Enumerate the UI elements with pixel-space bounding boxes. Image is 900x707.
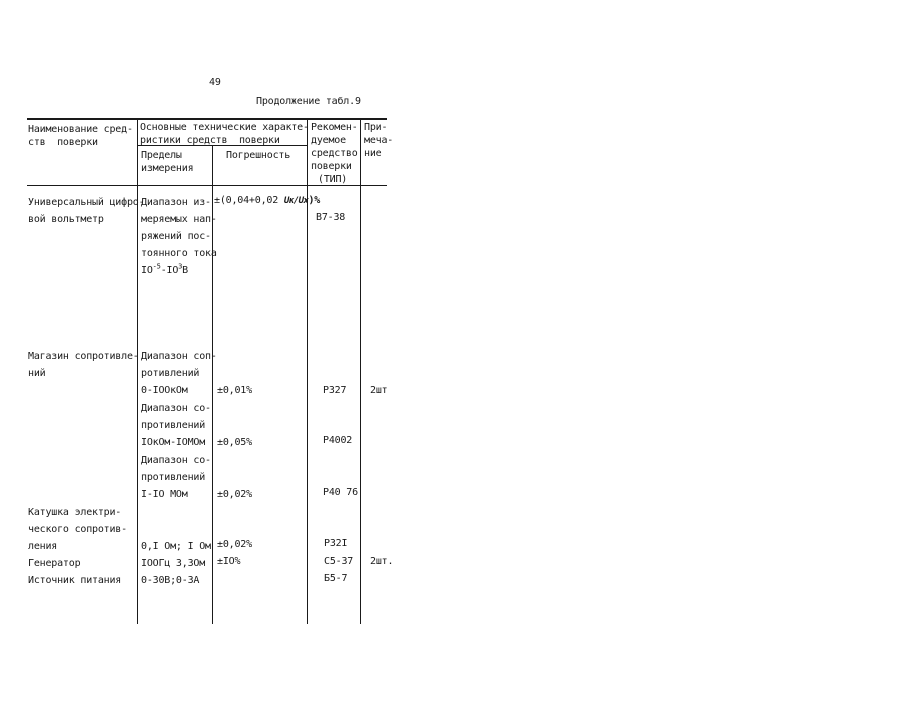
coil-type: Р32I: [324, 538, 348, 549]
header-note-2: меча-: [364, 135, 394, 146]
generator-type: С5-37: [324, 556, 354, 567]
header-name-1: Наименование сред-: [28, 124, 133, 135]
store-r2-range-2: противлений: [141, 420, 206, 431]
voltmeter-range-2: меряемых нап-: [141, 214, 217, 225]
header-note-1: При-: [364, 122, 388, 133]
store-r3-error: ±0,02%: [217, 489, 252, 500]
store-r1-type: Р327: [323, 385, 347, 396]
range-mid: -IO: [160, 265, 179, 276]
header-note-3: ние: [364, 148, 382, 159]
store-r2-range-3: IOкОм-IOМОм: [141, 437, 206, 448]
store-r1-range-1: Диапазон соп-: [141, 351, 217, 362]
coil-name-3: ления: [28, 541, 58, 552]
header-error: Погрешность: [226, 150, 291, 161]
voltmeter-name-2: вой вольтметр: [28, 214, 104, 225]
store-name-2: ний: [28, 368, 46, 379]
range-unit: В: [182, 265, 188, 276]
generator-range: IOОГц 3,3Ом: [141, 558, 206, 569]
error-prefix: ±(0,04+0,02: [214, 195, 279, 206]
coil-name-2: ческого сопротив-: [28, 524, 127, 535]
power-range: 0-30В;0-3А: [141, 575, 200, 586]
power-type: Б5-7: [324, 573, 348, 584]
header-main-2: ристики средств поверки: [140, 135, 280, 146]
store-r3-range-1: Диапазон со-: [141, 455, 211, 466]
coil-range: 0,I Ом; I Ом: [141, 541, 211, 552]
column-divider-1: [137, 118, 138, 624]
table-top-border: [27, 118, 387, 120]
store-r3-range-2: противлений: [141, 472, 206, 483]
header-rec-2: дуемое: [311, 135, 346, 146]
store-r1-range-2: ротивлений: [141, 368, 200, 379]
header-rec-4: поверки: [311, 161, 352, 172]
voltmeter-range-5: [141, 264, 188, 277]
voltmeter-error: [214, 194, 320, 208]
header-rec-1: Рекомен-: [311, 122, 358, 133]
error-suffix: )%: [308, 195, 321, 206]
voltmeter-range-4: тоянного тока: [141, 248, 217, 259]
error-fraction: Uк/Uх: [283, 196, 309, 206]
generator-error: ±IO%: [217, 556, 241, 567]
store-r2-type: Р4002: [323, 435, 353, 446]
store-r3-type: Р40 76: [323, 487, 358, 498]
range-exponent-2: 3: [178, 262, 183, 271]
store-r1-note: 2шт: [370, 385, 388, 396]
store-name-1: Магазин сопротивле-: [28, 351, 139, 362]
header-limits-1: Пределы: [141, 150, 182, 161]
header-main-1: Основные технические характе-: [140, 122, 309, 133]
store-r1-error: ±0,01%: [217, 385, 252, 396]
voltmeter-range-1: Диапазон из-: [141, 197, 211, 208]
header-rec-5: (ТИП): [318, 174, 348, 185]
power-name: Источник питания: [28, 575, 122, 586]
generator-name: Генератор: [28, 558, 81, 569]
generator-note: 2шт.: [370, 556, 394, 567]
voltmeter-name-1: Универсальный цифро-: [28, 197, 145, 208]
store-r2-error: ±0,05%: [217, 437, 252, 448]
header-rec-3: средство: [311, 148, 358, 159]
store-r1-range-3: 0-IOOкОм: [141, 385, 188, 396]
voltmeter-type: В7-38: [316, 212, 346, 223]
store-r2-range-1: Диапазон со-: [141, 403, 211, 414]
range-base-1: IO: [141, 265, 153, 276]
header-limits-2: измерения: [141, 163, 194, 174]
page-number: 49: [209, 77, 221, 88]
store-r3-range-3: I-IO МОм: [141, 489, 188, 500]
table-continuation: Продолжение табл.9: [256, 96, 361, 107]
range-exponent-1: -5: [152, 262, 161, 271]
voltmeter-range-3: ряжений пос-: [141, 231, 211, 242]
coil-error: ±0,02%: [217, 539, 252, 550]
header-name-2: ств поверки: [28, 137, 98, 148]
column-divider-4: [360, 118, 361, 624]
coil-name-1: Катушка электри-: [28, 507, 122, 518]
